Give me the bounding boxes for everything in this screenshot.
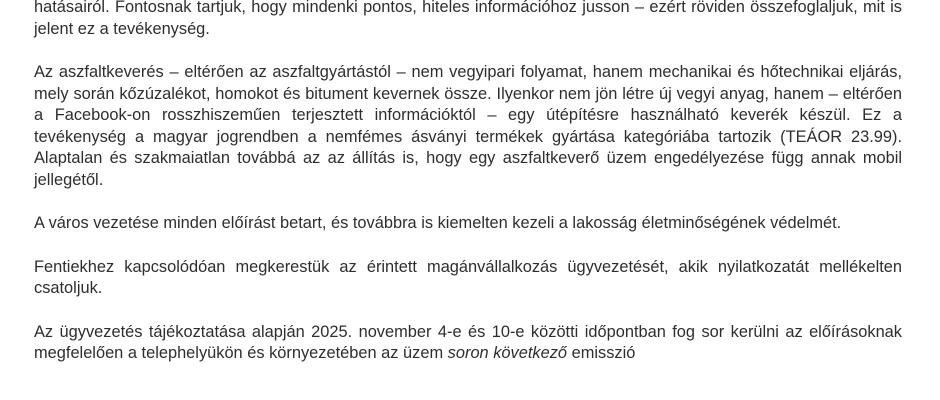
document-body <box>34 0 902 386</box>
paragraph-company-statement: Fentiekhez kapcsolódóan megkerestük az érintett magánvállalkozás ügyvezetését, akik nyilatkozatát mellékelten csatoljuk. <box>34 257 902 297</box>
paragraph-city-leadership: A város vezetése minden előírást betart, és továbbra is kiemelten kezeli a lakosság életminőségének védelmét. <box>34 214 842 232</box>
paragraph-intro-continuation: hatásairól. Fontosnak tartjuk, hogy mindenki pontos, hiteles információhoz jusson – ezért röviden összefoglaljuk, mit is jelent ez a tevékenység. <box>34 0 902 38</box>
emission-text-before: Az ügyvezetés tájékoztatása alapján 2025. november 4-e és 10-e közötti időpontban fog sor kerülni az előírásoknak megfelelően a telephelyükön és környezetében az üzem <box>34 322 902 362</box>
emission-text-italic: soron következő <box>447 344 568 362</box>
paragraph-asphalt-mixing: Az aszfaltkeverés – eltérően az aszfaltgyártástól – nem vegyipari folyamat, hanem mechanikai és hőtechnikai eljárás, mely során kőzúzalékot, homokot és bitument kevernek össze. Ilyenkor nem jön létre új vegyi anyag, hanem – eltérően a Facebook-on rosszhiszeműen terjesztett információktól – egy útépítésre használható keverék készül. Ez a tevékenység a magyar jogrendben a nemfémes ásványi termékek gyártása kategóriába tartozik (TEÁOR 23.99). Alaptalan és szakmaiatlan továbbá az az állítás is, hogy egy aszfaltkeverő üzem engedélyezése függ annak mobil jellegétől. <box>34 63 902 189</box>
paragraph-emission-measurement <box>34 322 902 365</box>
emission-text-after: emisszió <box>567 344 636 362</box>
